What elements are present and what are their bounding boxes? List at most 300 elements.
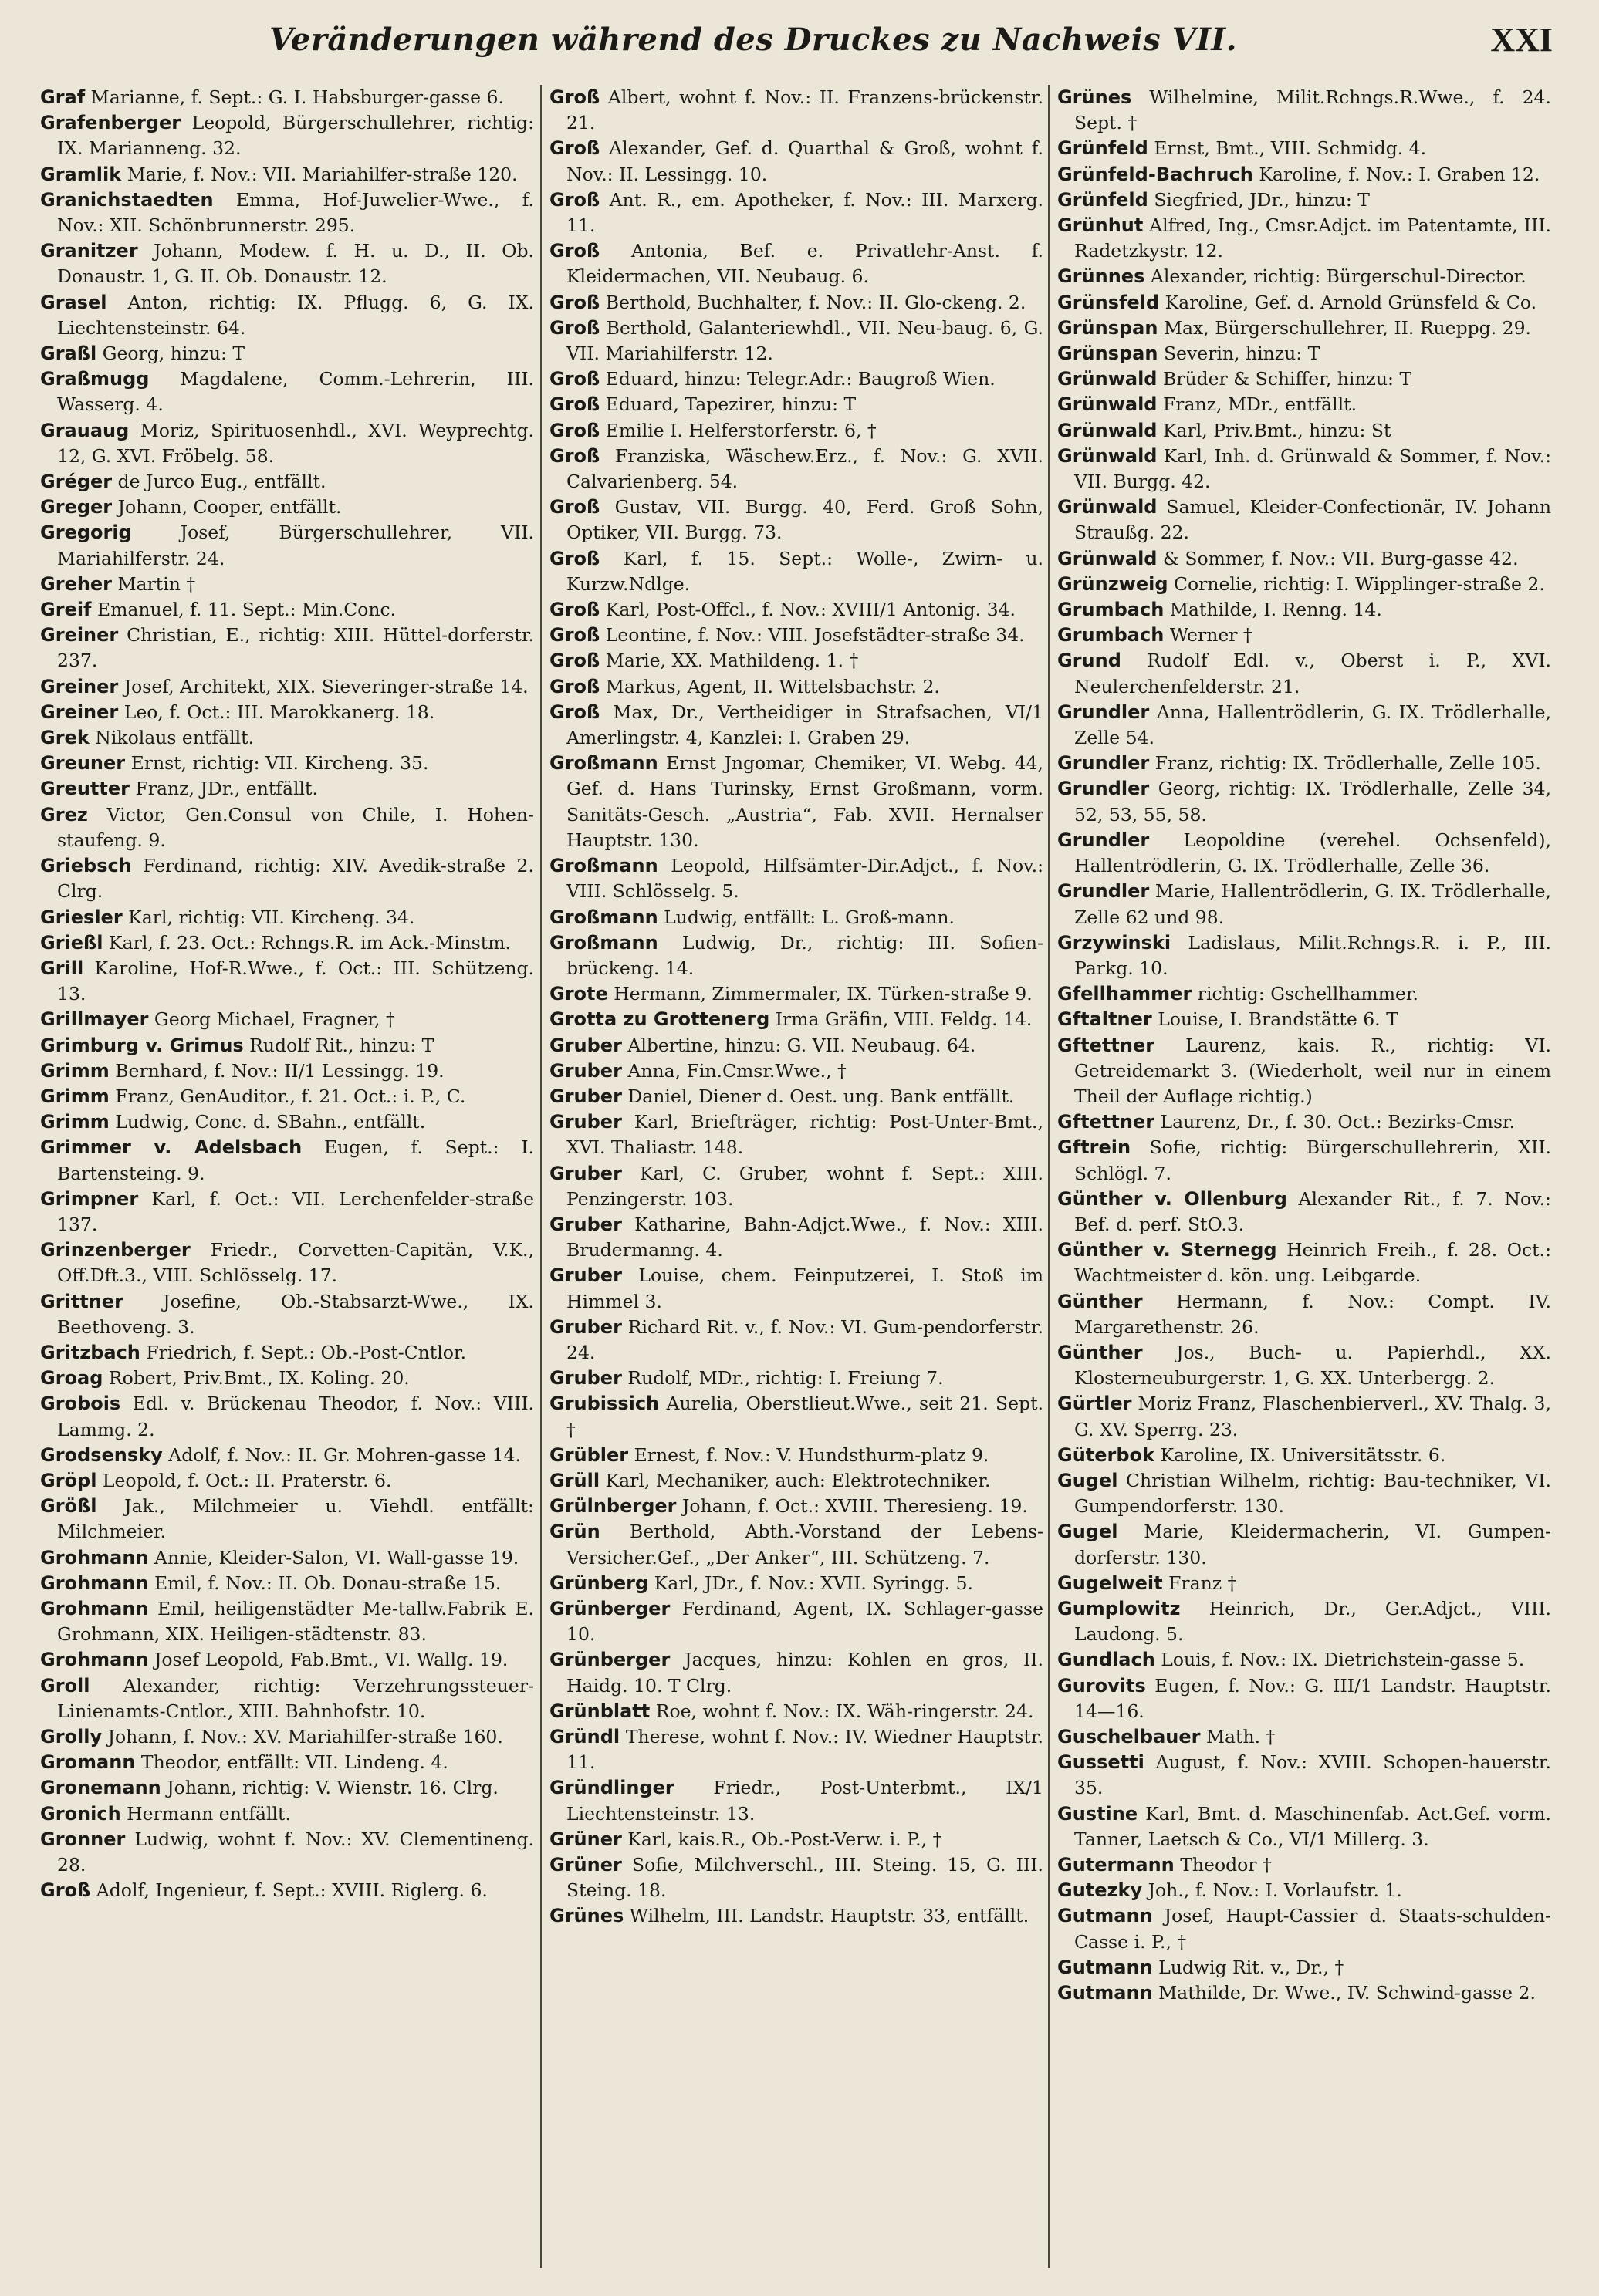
- directory-entry: [1057, 1878, 1551, 1903]
- entry-details: Eduard, hinzu: Telegr.Adr.: Baugroß Wien.: [605, 368, 996, 390]
- directory-entry: [1057, 1724, 1551, 1750]
- entry-surname: Grasel: [40, 291, 107, 313]
- entry-surname: Gréger: [40, 471, 113, 493]
- directory-entry: [549, 700, 1043, 751]
- directory-entry: [40, 1673, 534, 1724]
- directory-entry: [1057, 1955, 1551, 1980]
- directory-entry: [1057, 546, 1551, 572]
- entry-surname: Gftettner: [1057, 1034, 1155, 1056]
- entry-details: Moriz, Spirituosenhdl., XVI. Weyprechtg. 12, G. XVI. Fröbelg. 58.: [57, 419, 534, 467]
- entry-surname: Gronner: [40, 1828, 126, 1850]
- directory-entry: [549, 392, 1043, 417]
- directory-entry: [549, 136, 1043, 187]
- entry-surname: Groll: [40, 1674, 90, 1697]
- entry-details: & Sommer, f. Nov.: VII. Burg-gasse 42.: [1162, 547, 1519, 569]
- entry-surname: Griebsch: [40, 855, 132, 877]
- directory-entry: [40, 418, 534, 469]
- entry-details: Karoline, f. Nov.: I. Graben 12.: [1259, 163, 1540, 185]
- entry-details: de Jurco Eug., entfällt.: [117, 471, 326, 493]
- entry-details: Mathilde, I. Renng. 14.: [1169, 599, 1382, 621]
- entry-surname: Groß: [549, 547, 600, 569]
- directory-entry: [549, 316, 1043, 366]
- directory-entry: [549, 1494, 1043, 1519]
- entry-surname: Groag: [40, 1367, 103, 1389]
- entry-details: Eugen, f. Sept.: I. Bartensteing. 9.: [57, 1136, 534, 1184]
- directory-entry: [1057, 264, 1551, 289]
- entry-details: Johann, Modew. f. H. u. D., II. Ob. Donaustr. 1, G. II. Ob. Donaustr. 12.: [57, 240, 534, 288]
- entry-details: Karl, f. 23. Oct.: Rchngs.R. im Ack.-Minstm.: [109, 931, 511, 954]
- directory-entry: [549, 597, 1043, 623]
- entry-details: Max, Bürgerschullehrer, II. Rueppg. 29.: [1163, 316, 1532, 339]
- directory-entry: [1057, 85, 1551, 136]
- entry-details: Wilhelmine, Milit.Rchngs.R.Wwe., f. 24. Sept. †: [1074, 86, 1551, 134]
- directory-entry: [1057, 1801, 1551, 1852]
- entry-surname: Grohmann: [40, 1546, 149, 1568]
- directory-entry: [40, 1827, 534, 1878]
- directory-entry: [1057, 213, 1551, 264]
- entry-surname: Grübler: [549, 1443, 629, 1466]
- entry-details: Heinrich, Dr., Ger.Adjct., VIII. Laudong. 5.: [1074, 1597, 1551, 1646]
- entry-surname: Greger: [40, 496, 113, 518]
- entry-details: Karl, Priv.Bmt., hinzu: St: [1162, 419, 1391, 441]
- entry-details: Nikolaus entfällt.: [95, 727, 255, 749]
- entry-surname: Groß: [549, 86, 600, 108]
- entry-details: Louise, I. Brandstätte 6. T: [1158, 1008, 1398, 1031]
- entry-surname: Gugel: [1057, 1469, 1118, 1491]
- entry-surname: Gugelweit: [1057, 1572, 1163, 1594]
- directory-entry: [40, 1187, 534, 1237]
- entry-surname: Gruber: [549, 1162, 622, 1184]
- directory-entry: [40, 1571, 534, 1596]
- directory-entry: [40, 1289, 534, 1340]
- entry-surname: Groß: [549, 701, 600, 723]
- directory-entry: [1057, 648, 1551, 699]
- entry-details: Ludwig, entfällt: L. Groß-mann.: [664, 906, 955, 928]
- entry-surname: Grobois: [40, 1393, 121, 1415]
- entry-details: Brüder & Schiffer, hinzu: T: [1162, 368, 1412, 390]
- entry-details: Christian Wilhelm, richtig: Bau-techniker, VI. Gumpendorferstr. 130.: [1074, 1469, 1551, 1518]
- entry-details: Karl, richtig: VII. Kircheng. 34.: [128, 906, 415, 928]
- entry-details: Karl, kais.R., Ob.-Post-Verw. i. P., †: [627, 1828, 942, 1850]
- entry-surname: Groß: [549, 368, 600, 390]
- directory-entry: [40, 623, 534, 674]
- entry-surname: Grohmann: [40, 1597, 149, 1619]
- entry-surname: Gftettner: [1057, 1111, 1155, 1133]
- directory-entry: [40, 290, 534, 341]
- entry-details: Josef, Bürgerschullehrer, VII. Mariahilferstr. 24.: [57, 522, 534, 569]
- entry-details: Samuel, Kleider-Confectionär, IV. Johann Straußg. 22.: [1074, 496, 1551, 544]
- entry-details: Ernst, richtig: VII. Kircheng. 35.: [130, 752, 429, 775]
- entry-details: Mathilde, Dr. Wwe., IV. Schwind-gasse 2.: [1158, 1982, 1536, 2004]
- entry-details: Karoline, Gef. d. Arnold Grünsfeld & Co.: [1165, 291, 1537, 313]
- directory-entry: [40, 1801, 534, 1827]
- column-3: [1057, 85, 1551, 2268]
- entry-surname: Grubissich: [549, 1393, 660, 1415]
- entry-details: Ant. R., em. Apotheker, f. Nov.: III. Marxerg. 11.: [566, 188, 1043, 237]
- entry-surname: Griesler: [40, 906, 123, 928]
- directory-entry: [549, 1827, 1043, 1852]
- entry-details: Alfred, Ing., Cmsr.Adjct. im Patentamte, III. Radetzkystr. 12.: [1074, 214, 1551, 262]
- directory-entry: [549, 905, 1043, 930]
- entry-surname: Grafenberger: [40, 112, 181, 134]
- entry-surname: Greiner: [40, 701, 119, 723]
- entry-details: Friedr., Post-Unterbmt., IX/1 Liechtensteinstr. 13.: [566, 1777, 1043, 1825]
- entry-details: Ernest, f. Nov.: V. Hundsthurm-platz 9.: [634, 1443, 989, 1466]
- entry-surname: Grimpner: [40, 1187, 139, 1210]
- entry-details: Josef, Haupt-Cassier d. Staats-schulden-Casse i. P., †: [1074, 1905, 1551, 1953]
- entry-surname: Gronich: [40, 1802, 121, 1825]
- entry-surname: Groß: [549, 650, 600, 672]
- directory-entry: [40, 1443, 534, 1468]
- entry-details: Leopoldine (verehel. Ochsenfeld), Hallentrödlerin, G. IX. Trödlerhalle, Zelle 36.: [1074, 829, 1551, 877]
- entry-surname: Grünwald: [1057, 547, 1158, 569]
- directory-entry: [549, 1084, 1043, 1109]
- entry-details: Karl, Inh. d. Grünwald & Sommer, f. Nov.: VII. Burgg. 42.: [1074, 444, 1551, 493]
- entry-surname: Grotta zu Grotteneгg: [549, 1008, 770, 1031]
- entry-surname: Greutter: [40, 778, 130, 800]
- entry-details: Laurenz, kais. R., richtig: VI. Getreidemarkt 3. (Wiederholt, weil nur in einem Theil der Auflage richtig.): [1074, 1034, 1551, 1107]
- entry-details: Ladislaus, Milit.Rchngs.R. i. P., III. Parkg. 10.: [1074, 931, 1551, 979]
- directory-entry: [40, 1033, 534, 1059]
- directory-entry: [40, 802, 534, 853]
- entry-details: Ludwig, Conc. d. SBahn., entfällt.: [115, 1111, 426, 1133]
- entry-details: Martin †: [117, 572, 196, 595]
- entry-surname: Grülnberger: [549, 1495, 677, 1518]
- directory-entry: [1057, 1007, 1551, 1032]
- directory-entry: [1057, 1237, 1551, 1288]
- entry-details: Marie, Kleidermacherin, VI. Gumpen-dorferstr. 130.: [1074, 1521, 1551, 1568]
- entry-details: Hermann entfällt.: [127, 1802, 291, 1825]
- entry-surname: Gutermann: [1057, 1854, 1175, 1876]
- directory-entry: [549, 1109, 1043, 1160]
- entry-surname: Gronemann: [40, 1777, 161, 1799]
- entry-details: Hermann, f. Nov.: Compt. IV. Margarethenstr. 26.: [1074, 1290, 1551, 1338]
- entry-details: Karl, Briefträger, richtig: Post-Unter-Bmt., XVI. Thaliastr. 148.: [566, 1111, 1043, 1159]
- entry-surname: Grünberger: [549, 1597, 671, 1619]
- entry-surname: Groß: [549, 675, 600, 697]
- directory-entry: [549, 1366, 1043, 1391]
- directory-entry: [40, 1391, 534, 1442]
- directory-entry: [549, 1519, 1043, 1570]
- directory-entry: [1057, 1673, 1551, 1724]
- directory-entry: [40, 1468, 534, 1494]
- entry-details: Johann, f. Nov.: XV. Mariahilfer-straße 160.: [107, 1726, 503, 1747]
- entry-surname: Groß: [549, 137, 600, 160]
- entry-details: Franziska, Wäschew.Erz., f. Nov.: G. XVII. Calvarienberg. 54.: [566, 444, 1043, 493]
- directory-entry: [549, 1724, 1043, 1775]
- entry-details: Louise, chem. Feinputzerei, I. Stoß im Himmel 3.: [566, 1264, 1043, 1312]
- entry-details: Ludwig, Dr., richtig: III. Sofien-brückeng. 14.: [566, 931, 1043, 979]
- entry-surname: Granichstaedten: [40, 188, 214, 211]
- column-divider: [540, 85, 542, 2268]
- entry-surname: Grill: [40, 957, 84, 979]
- entry-surname: Großmann: [549, 906, 658, 928]
- entry-surname: Grimm: [40, 1085, 110, 1107]
- entry-surname: Gruber: [549, 1034, 622, 1056]
- entry-surname: Grohmann: [40, 1572, 149, 1594]
- entry-surname: Gutmann: [1057, 1905, 1153, 1927]
- entry-surname: Groß: [549, 624, 600, 647]
- entry-surname: Grohmann: [40, 1649, 149, 1671]
- entry-surname: Grünnes: [1057, 265, 1145, 288]
- entry-details: Rudolf Edl. v., Oberst i. P., XVI. Neulerchenfelderstr. 21.: [1074, 650, 1551, 697]
- entry-surname: Gruber: [549, 1059, 622, 1082]
- directory-entry: [1057, 162, 1551, 187]
- entry-details: Anton, richtig: IX. Pflugg. 6, G. IX. Liechtensteinstr. 64.: [57, 291, 534, 339]
- entry-details: Gustav, VII. Burgg. 40, Ferd. Groß Sohn, Optiker, VII. Burgg. 73.: [566, 496, 1043, 544]
- directory-entry: [40, 853, 534, 904]
- entry-surname: Grünsfeld: [1057, 291, 1160, 313]
- directory-entry: [40, 572, 534, 597]
- directory-entry: [549, 1033, 1043, 1059]
- entry-details: Aurelia, Oberstlieut.Wwe., seit 21. Sept. †: [566, 1393, 1043, 1440]
- entry-details: Friedrich, f. Sept.: Ob.-Post-Cntlor.: [146, 1341, 467, 1363]
- directory-entry: [549, 238, 1043, 289]
- entry-details: Werner †: [1169, 624, 1252, 647]
- entry-details: Hermann, Zimmermaler, IX. Türken-straße 9.: [614, 983, 1033, 1005]
- directory-entry: [40, 674, 534, 700]
- entry-surname: Grundler: [1057, 752, 1150, 775]
- directory-entry: [549, 623, 1043, 648]
- entry-details: Emil, f. Nov.: II. Ob. Donau-straße 15.: [154, 1572, 502, 1594]
- entry-details: Albertine, hinzu: G. VII. Neubaug. 64.: [627, 1034, 976, 1056]
- directory-entry: [549, 1007, 1043, 1032]
- entry-details: Emil, heiligenstädter Me-tallw.Fabrik E. Grohmann, XIX. Heiligen-städtenstr. 83.: [57, 1597, 534, 1646]
- entry-surname: Gritzbach: [40, 1341, 140, 1363]
- entry-details: August, f. Nov.: XVIII. Schopen-hauerstr. 35.: [1074, 1751, 1551, 1799]
- directory-entry: [1057, 981, 1551, 1007]
- directory-entry: [1057, 1468, 1551, 1519]
- directory-entry: [40, 1059, 534, 1084]
- directory-entry: [40, 597, 534, 623]
- entry-details: Karl, f. 15. Sept.: Wolle-, Zwirn- u. Kurzw.Ndlge.: [566, 547, 1043, 595]
- directory-entry: [1057, 444, 1551, 495]
- directory-entry: [549, 1443, 1043, 1468]
- directory-entry: [1057, 418, 1551, 444]
- entry-details: Emanuel, f. 11. Sept.: Min.Conc.: [96, 599, 397, 621]
- directory-entry: [1057, 1109, 1551, 1135]
- entry-surname: Groß: [549, 291, 600, 313]
- entry-surname: Grünwald: [1057, 393, 1158, 416]
- directory-entry: [40, 700, 534, 725]
- directory-entry: [40, 238, 534, 289]
- entry-details: Edl. v. Brückenau Theodor, f. Nov.: VIII. Lammg. 2.: [57, 1393, 534, 1440]
- entry-details: Jacques, hinzu: Kohlen en gros, II. Haidg. 10. T Clrg.: [566, 1649, 1043, 1697]
- entry-details: Magdalene, Comm.-Lehrerin, III. Wasserg. 4.: [57, 368, 534, 416]
- directory-entry: [549, 1059, 1043, 1084]
- entry-details: Anna, Hallentrödlerin, G. IX. Trödlerhalle, Zelle 54.: [1074, 701, 1551, 749]
- entry-surname: Gutmann: [1057, 1956, 1153, 1978]
- entry-details: Josef, Architekt, XIX. Sieveringer-straße 14.: [123, 675, 529, 697]
- entry-details: Joh., f. Nov.: I. Vorlaufstr. 1.: [1148, 1879, 1402, 1902]
- column-2: [549, 85, 1043, 2268]
- directory-entry: [40, 1596, 534, 1647]
- entry-details: Ferdinand, Agent, IX. Schlager-gasse 10.: [566, 1597, 1043, 1646]
- directory-entry: [1057, 597, 1551, 623]
- directory-entry: [1057, 828, 1551, 879]
- directory-entry: [1057, 1750, 1551, 1801]
- directory-entry: [40, 1878, 534, 1903]
- directory-entry: [549, 674, 1043, 700]
- directory-entry: [40, 751, 534, 776]
- entry-details: Katharine, Bahn-Adjct.Wwe., f. Nov.: XIII. Brudermanng. 4.: [566, 1213, 1043, 1261]
- directory-entry: [549, 1263, 1043, 1314]
- entry-surname: Greiner: [40, 675, 119, 697]
- entry-surname: Gregorig: [40, 522, 132, 544]
- directory-entry: [549, 930, 1043, 981]
- directory-entry: [549, 444, 1043, 495]
- directory-entry: [549, 1852, 1043, 1903]
- entry-surname: Gussetti: [1057, 1751, 1144, 1774]
- entry-surname: Granitzer: [40, 240, 138, 262]
- entry-details: Jak., Milchmeier u. Viehdl. entfällt: Milchmeier.: [57, 1495, 534, 1543]
- entry-surname: Gruber: [549, 1085, 622, 1107]
- entry-surname: Grünwald: [1057, 444, 1158, 467]
- entry-surname: Günther v. Sternegg: [1057, 1239, 1277, 1261]
- directory-entry: [1057, 495, 1551, 545]
- entry-surname: Graßl: [40, 343, 97, 365]
- entry-details: Friedr., Corvetten-Capitän, V.K., Off.Dft.3., VIII. Schlösselg. 17.: [57, 1239, 534, 1287]
- entry-surname: Greuner: [40, 752, 126, 775]
- entry-surname: Güterbok: [1057, 1443, 1154, 1466]
- directory-entry: [1057, 623, 1551, 648]
- directory-entry: [1057, 700, 1551, 751]
- entry-surname: Groß: [549, 599, 600, 621]
- entry-details: Franz, MDr., entfällt.: [1162, 393, 1357, 416]
- entry-details: Jos., Buch- u. Papierhdl., XX. Klosterneuburgerstr. 1, G. XX. Unterbergg. 2.: [1074, 1341, 1551, 1389]
- entry-details: Max, Dr., Vertheidiger in Strafsachen, VI/1 Amerlingstr. 4, Kanzlei: I. Graben 29.: [566, 701, 1043, 749]
- directory-entry: [1057, 1571, 1551, 1596]
- entry-surname: Groß: [549, 240, 600, 262]
- page-header: [46, 17, 1553, 71]
- entry-details: Emilie I. Helferstorferstr. 6, †: [605, 419, 877, 441]
- entry-surname: Gftrein: [1057, 1136, 1131, 1159]
- directory-entry: [549, 290, 1043, 316]
- directory-entry: [1057, 1519, 1551, 1570]
- directory-entry: [40, 520, 534, 571]
- entry-surname: Grünfeld: [1057, 188, 1148, 211]
- entry-surname: Grolly: [40, 1726, 103, 1747]
- directory-entry: [40, 162, 534, 187]
- entry-surname: Grundler: [1057, 701, 1150, 723]
- directory-entry: [40, 905, 534, 930]
- entry-details: Franz, richtig: IX. Trödlerhalle, Zelle 105.: [1154, 752, 1541, 775]
- entry-details: Leopold, Bürgerschullehrer, richtig: IX. Marianneng. 32.: [57, 112, 534, 160]
- directory-entry: [40, 1007, 534, 1032]
- page-number: XXI: [1490, 21, 1553, 59]
- entry-surname: Groß: [549, 316, 600, 339]
- entry-details: Karl, f. Oct.: VII. Lerchenfelder-straße 137.: [57, 1187, 534, 1235]
- entry-details: Berthold, Galanteriewhdl., VII. Neu-baug. 6, G. VII. Mariahilferstr. 12.: [566, 316, 1043, 365]
- entry-details: Berthold, Buchhalter, f. Nov.: II. Glo-ckeng. 2.: [605, 291, 1026, 313]
- entry-details: Alexander Rit., f. 7. Nov.: Bef. d. perf. StO.3.: [1074, 1187, 1551, 1235]
- entry-details: Karl, Post-Offcl., f. Nov.: XVIII/1 Antonig. 34.: [605, 599, 1016, 621]
- entry-details: Eugen, f. Nov.: G. III/1 Landstr. Hauptstr. 14—16.: [1074, 1674, 1551, 1722]
- directory-entry: [549, 1571, 1043, 1596]
- directory-entry: [1057, 1135, 1551, 1186]
- entry-surname: Grünfeld-Bachruch: [1057, 163, 1253, 185]
- entry-surname: Größl: [40, 1495, 97, 1518]
- entry-details: Rudolf, MDr., richtig: I. Freiung 7.: [627, 1367, 944, 1389]
- directory-entry: [1057, 366, 1551, 392]
- directory-entry: [40, 1135, 534, 1186]
- entry-details: Theodor, entfällt: VII. Lindeng. 4.: [140, 1751, 448, 1774]
- entry-surname: Gundlach: [1057, 1649, 1155, 1671]
- directory-entry: [549, 981, 1043, 1007]
- entry-details: Karl, C. Gruber, wohnt f. Sept.: XIII. Penzingerstr. 103.: [566, 1162, 1043, 1210]
- entry-surname: Grzywinski: [1057, 931, 1171, 954]
- directory-entry: [549, 1596, 1043, 1647]
- entry-details: Ludwig Rit. v., Dr., †: [1158, 1956, 1344, 1978]
- directory-entry: [549, 1468, 1043, 1494]
- entry-surname: Groß: [549, 496, 600, 518]
- directory-entry: [1057, 1980, 1551, 2006]
- entry-surname: Greif: [40, 599, 92, 621]
- entry-surname: Grüner: [549, 1828, 622, 1850]
- entry-details: Moriz Franz, Flaschenbierverl., XV. Thalg. 3, G. XV. Sperrg. 23.: [1074, 1393, 1551, 1440]
- entry-surname: Gruber: [549, 1367, 622, 1389]
- entry-details: Alexander, richtig: Bürgerschul-Director.: [1150, 265, 1526, 288]
- running-title: Veränderungen während des Druckes zu Nachweis VII.: [269, 22, 1238, 58]
- directory-entry: [1057, 290, 1551, 316]
- directory-entry: [1057, 1596, 1551, 1647]
- entry-surname: Gürtler: [1057, 1393, 1132, 1415]
- entry-details: Laurenz, Dr., f. 30. Oct.: Bezirks-Cmsr.: [1160, 1111, 1516, 1133]
- entry-details: Marianne, f. Sept.: G. I. Habsburger-gasse 6.: [90, 86, 504, 108]
- directory-entry: [40, 366, 534, 417]
- entry-details: Marie, f. Nov.: VII. Mariahilfer-straße 120.: [127, 163, 518, 185]
- entry-details: Therese, wohnt f. Nov.: IV. Wiedner Hauptstr. 11.: [566, 1726, 1043, 1774]
- directory-entry: [1057, 1903, 1551, 1954]
- entry-details: Theodor †: [1180, 1854, 1272, 1876]
- entry-surname: Gruber: [549, 1315, 622, 1338]
- entry-details: Alexander, Gef. d. Quarthal & Groß, wohnt f. Nov.: II. Lessingg. 10.: [566, 137, 1043, 185]
- entry-surname: Grünspan: [1057, 343, 1158, 365]
- directory-entry: [40, 1237, 534, 1288]
- entry-details: Adolf, f. Nov.: II. Gr. Mohren-gasse 14.: [168, 1443, 521, 1466]
- entry-details: Math. †: [1205, 1726, 1276, 1747]
- entry-surname: Grumbach: [1057, 599, 1165, 621]
- directory-entry: [549, 853, 1043, 904]
- directory-entry: [40, 85, 534, 110]
- directory-entry: [40, 1750, 534, 1775]
- directory-entry: [1057, 1852, 1551, 1878]
- entry-surname: Grünberg: [549, 1572, 649, 1594]
- entry-details: Siegfried, JDr., hinzu: T: [1154, 188, 1370, 211]
- directory-entry: [549, 85, 1043, 136]
- entry-details: Christian, E., richtig: XIII. Hüttel-dorferstr. 237.: [57, 624, 534, 672]
- entry-surname: Großmann: [549, 855, 658, 877]
- directory-entry: [1057, 776, 1551, 827]
- entry-details: Heinrich Freih., f. 28. Oct.: Wachtmeister d. kön. ung. Leibgarde.: [1074, 1239, 1551, 1287]
- entry-details: Leontine, f. Nov.: VIII. Josefstädter-straße 34.: [605, 624, 1025, 647]
- entry-surname: Grodsensky: [40, 1443, 163, 1466]
- entry-details: Ernst Jngomar, Chemiker, VI. Webg. 44, Gef. d. Hans Turinsky, Ernst Großmann, vorm. Sanitäts-Gesch. „Austria“, Fab. XVII. Hernalser Hauptstr. 130.: [566, 752, 1043, 851]
- entry-details: Karoline, Hof-R.Wwe., f. Oct.: III. Schützeng. 13.: [57, 957, 534, 1005]
- column-divider: [1048, 85, 1050, 2268]
- entry-surname: Grünwald: [1057, 368, 1158, 390]
- directory-entry: [1057, 1033, 1551, 1110]
- entry-surname: Grünzweig: [1057, 572, 1168, 595]
- entry-surname: Grinzenberger: [40, 1239, 191, 1261]
- entry-surname: Grote: [549, 983, 608, 1005]
- entry-details: Severin, hinzu: T: [1163, 343, 1320, 365]
- entry-details: Johann, Cooper, entfällt.: [117, 496, 342, 518]
- directory-entry: [1057, 572, 1551, 597]
- directory-entry: [1057, 316, 1551, 341]
- entry-details: Sofie, Milchverschl., III. Steing. 15, G. III. Steing. 18.: [566, 1854, 1043, 1902]
- entry-details: Albert, wohnt f. Nov.: II. Franzens-brückenstr. 21.: [566, 86, 1043, 134]
